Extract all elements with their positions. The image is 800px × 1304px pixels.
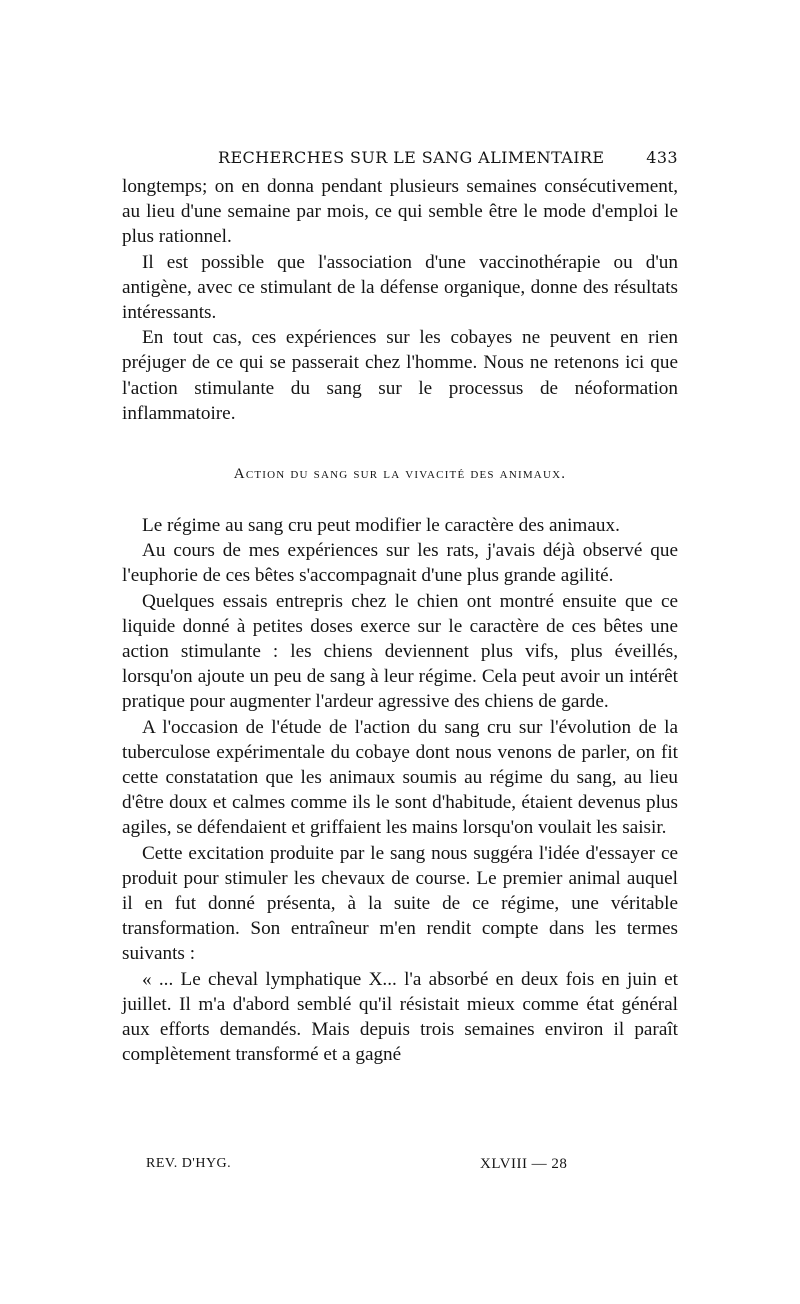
paragraph: Cette excitation produite par le sang nous suggéra l'idée d'essayer ce produit pour stimuler les chevaux de course. Le premier animal auquel il en fut donné présenta, à la suite de ce régime, une véritable transformation. Son entraîneur m'en rendit compte dans les termes suivants : [122, 842, 678, 965]
running-header [122, 148, 678, 174]
paragraph: Le régime au sang cru peut modifier le caractère des animaux. [142, 515, 620, 537]
running-title: RECHERCHES SUR LE SANG ALIMENTAIRE [218, 148, 605, 167]
paragraph: En tout cas, ces expériences sur les cobayes ne peuvent en rien préjuger de ce qui se passerait chez l'homme. Nous ne retenons ici que l'action stimulante du sang sur le processus de néoformation inflammatoire. [122, 327, 678, 424]
paragraph: longtemps; on en donna pendant plusieurs semaines consécutivement, au lieu d'une semaine par mois, ce qui semble être le mode d'emploi le plus rationnel. [122, 176, 678, 248]
journal-abbreviation: REV. D'HYG. [146, 1156, 232, 1171]
page-footer [146, 1156, 646, 1178]
body-text-bottom [122, 513, 678, 1067]
paragraph: Quelques essais entrepris chez le chien ont montré ensuite que ce liquide donné à petites doses exerce sur le caractère de ces bêtes une action stimulante : les chiens deviennent plus vifs, plus éveillés, lorsqu'on ajoute un peu de sang à leur régime. Cela peut avoir un intérêt pratique pour augmenter l'ardeur agressive des chiens de garde. [122, 590, 678, 713]
page-number: 433 [646, 148, 678, 167]
paragraph: A l'occasion de l'étude de l'action du sang cru sur l'évolution de la tuberculose expérimentale du cobaye dont nous venons de parler, on fit cette constatation que les animaux soumis au régime du sang, au lieu d'être doux et calmes comme ils le sont d'habitude, étaient devenus plus agiles, se défendaient et griffaient les mains lorsqu'on voulait les saisir. [122, 716, 678, 839]
signature-mark: XLVIII — 28 [480, 1156, 568, 1172]
section-heading: Action du sang sur la vivacité des animaux. [233, 466, 567, 483]
book-page [122, 148, 678, 1068]
paragraph: Au cours de mes expériences sur les rats, j'avais déjà observé que l'euphorie de ces bêtes s'accompagnait d'une plus grande agilité. [122, 540, 678, 587]
paragraph: Il est possible que l'association d'une vaccinothérapie ou d'un antigène, avec ce stimulant de la défense organique, donne des résultats intéressants. [122, 251, 678, 324]
quotation-paragraph: « ... Le cheval lymphatique X... l'a absorbé en deux fois en juin et juillet. Il m'a d'abord semblé qu'il résistait mieux comme état général aux efforts demandés. Mais depuis trois semaines environ il paraît complètement transformé et a gagné [122, 968, 678, 1066]
body-text-top [122, 174, 678, 426]
